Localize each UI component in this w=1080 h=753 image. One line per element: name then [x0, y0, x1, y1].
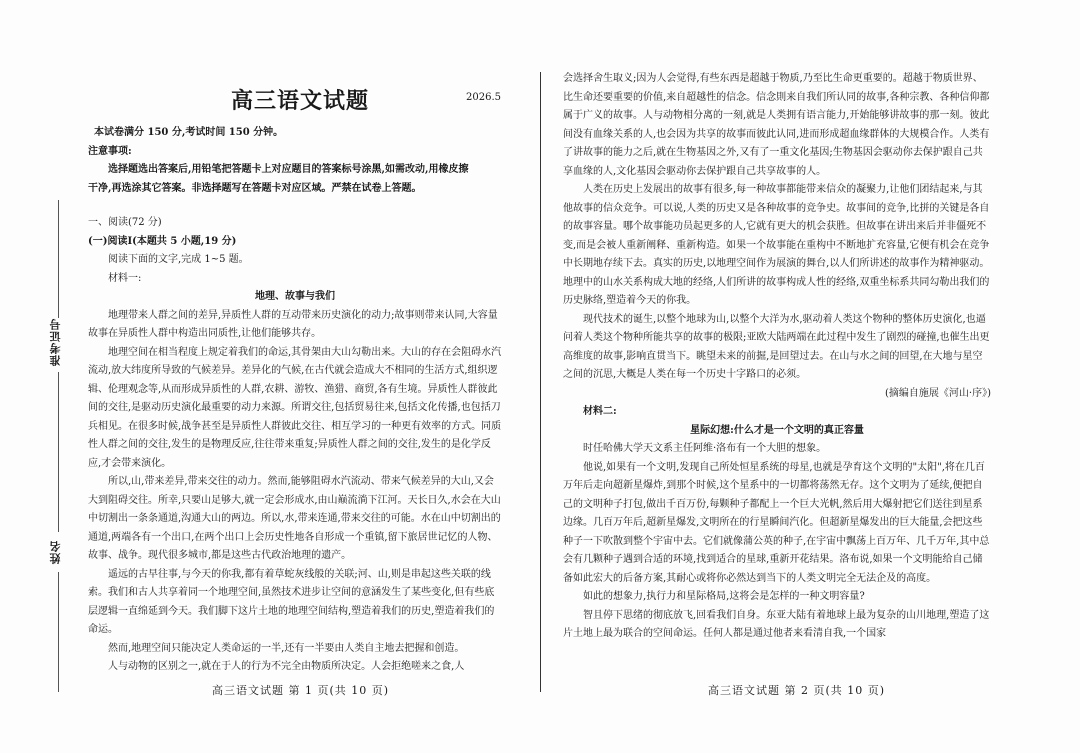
binding-line-top [58, 200, 59, 318]
page2-footer: 高三语文试题 第 2 页(共 10 页) [708, 684, 886, 697]
paragraph: 然而,地理空间只能决定人类命运的一半,还有一半要由人类自主地去把握和创造。 [108, 642, 465, 654]
paragraph: 地理空间在相当程度上规定着我们的命运,其骨架由大山勾勒出来。大山的存在会阻碍水汽流动,放大纬度所导致的气候差异。差异化的气候,在古代就会造成大不相同的生活方式,组织逻辑、伦理观念等,从而形成异质性的人群,农耕、游牧、渔猎、商贸,各有生境。异质性人群彼此间的交往,是驱动历史演化最重要的动力来源。所谓交往,包括贸易往来,包括文化传播,也包括刀兵相见。在很多时候,战争甚至是异质性人群彼此交往、相互学习的一种更有效率的方式。同质性人群之间的交往,发生的是物理反应,往往带来重复;异质性人群之间的交往,发生的是化学反应,才会带来演化。 [88, 346, 502, 469]
instruction-score: 本试卷满分 150 分,考试时间 150 分钟。 [94, 127, 284, 138]
paragraph: 遥远的古早往事,与今天的你我,都有着草蛇灰线般的关联;河、山,则是串起这些关联的线索。我们和古人共享着同一个地理空间,虽然技术进步让空间的意涵发生了某些变化,但有些底层逻辑一直绵延到今天。我们脚下这片土地的地理空间结构,塑造着我们的历史,塑造着我们的命运。 [88, 568, 495, 635]
paragraph: 地理带来人群之间的差异,异质性人群的互动带来历史演化的动力;故事则带来认同,大容量故事在异质性人群中构造出同质性,让他们能够共存。 [88, 309, 498, 339]
instruction-line: 干净,再选涂其它答案。非选择题写在答题卡对应区域。严禁在试卷上答题。 [88, 182, 422, 194]
subsection-heading: (一)阅读Ⅰ(本题共 5 小题,19 分) [88, 235, 237, 247]
material1-title: 地理、故事与我们 [255, 291, 335, 302]
binding-line-middle [58, 372, 59, 532]
reading-prompt: 阅读下面的文字,完成 1~5 题。 [108, 254, 249, 265]
instruction-notes-heading: 注意事项: [88, 145, 132, 157]
paragraph: 时任哈佛大学天文系主任阿维·洛布有一个大胆的想象。 [583, 443, 827, 454]
material2-label: 材料二: [583, 406, 617, 417]
exam-number-label: 准考证号 [49, 318, 62, 366]
material2-title: 星际幻想:什么才是一个文明的真正容量 [690, 424, 864, 436]
page2-column [563, 70, 991, 644]
exam-date: 2026.5 [466, 92, 501, 103]
paragraph: 人类在历史上发展出的故事有很多,每一种故事都能带来信众的凝聚力,让他们团结起来,与其他故事的信众竞争。可以说,人类的历史又是各种故事的竞争史。故事间的竞争,比拼的关键是各自的故事容量。哪个故事能功员起更多的人,它就有更大的机会获胜。但故事在讲出来后并非僵死不变,而是会被人重新阐释、重新构造。如果一个故事能在重构中不断地扩充容量,它便有机会在竞争中长期地存续下去。真实的历史,以地理空间作为展演的舞台,以人们所讲述的故事作为精神驱动。地理中的山水关系构成大地的经络,人们所讲的故事构成人性的经络,双重坐标系共同勾勒出我们的历史脉络,塑造着今天的你我。 [563, 184, 990, 306]
paragraph: 如此的想象力,执行力和星际格局,这将会是怎样的一种文明容量? [583, 591, 865, 602]
page1-column [88, 124, 502, 677]
paragraph: 所以,山,带来差异,带来交往的动力。然而,能够阻碍水汽流动、带来气候差异的大山,又会大到阻碍交往。所幸,只要山足够大,就一定会形成水,由山巅流淌下江河。天长日久,水会在大山中切割出一条条通道,沟通大山的两边。所以,水,带来连通,带来交往的可能。水在山中切割出的通道,两端各有一个出口,在两个出口上会历史性地各自形成一个重镇,留下旅居世记忆的人物、故事、战争。现代很多城市,都是这些古代政治地理的遗产。 [88, 476, 501, 561]
instruction-line: 选择题选出答案后,用铅笔把答题卡上对应题目的答案标号涂黑,如需改动,用橡皮擦 [108, 164, 469, 175]
binding-line-bottom [58, 572, 59, 692]
paragraph: 他说,如果有一个文明,发现自己所处恒星系统的母星,也就是孕育这个文明的"太阳",将在几百万年后走向超新星爆炸,到那个时候,这个星系中的一切都将荡然无存。这个文明为了延续,便把自己的文明种子打包,做出千百万份,每颗种子都配上一个巨大光帆,然后用大爆射把它们送往到星系边缘。几百万年后,超新星爆发,文明所在的行星瞬间汽化。但超新星爆发出的巨大能量,会把这些种子一下吹散到整个宇宙中去。它们就像蒲公英的种子,在宇宙中飘荡上百万年、几千万年,其中总会有几颗种子遇到合适的环境,找到适合的星球,重新开花结果。洛布说,如果一个文明能给自己储备如此宏大的后备方案,其耐心或将你必然达到当下的人类文明完全无法企及的高度。 [563, 461, 990, 584]
exam-title: 高三语文试题 [231, 88, 370, 114]
paragraph: 智且停下思绪的彻底放飞,回看我们自身。东亚大陆有着地球上最为复杂的山川地理,塑造了这片土地上最为联合的空间命运。任何人都是通过他者来看清自我,一个国家 [563, 609, 990, 639]
name-label: 姓名 [49, 540, 62, 564]
paragraph: 人与动物的区别之一,就在于人的行为不完全由物质所决定。人会拒绝嗟来之食,人 [108, 661, 465, 672]
citation: (摘编自施展《河山·序》) [885, 387, 991, 399]
page-divider [540, 72, 541, 692]
paragraph: 会选择舍生取义;因为人会觉得,有些东西是超越于物质,乃至比生命更重要的。超越于物质世界、比生命还要重要的价值,来自超越性的信念。信念則来自我们所认同的故事,各种宗教、各种信仰都属于广义的故事。人与动物相分离的一刻,就是人类拥有语言能力,开始能够讲故事的那一刻。彼此间没有血缘关系的人,也会因为共享的故事而彼此认同,进而形成超血缘群体的大规模合作。人类有了讲故事的能力之后,就在生物基因之外,又有了一重文化基因;生物基因会驱动你去保护跟自己共享血缘的人,文化基因会驱动你去保护跟自己共享故事的人。 [563, 73, 990, 177]
page1-footer: 高三语文试题 第 1 页(共 10 页) [212, 684, 390, 697]
section-heading: 一、阅读(72 分) [88, 217, 162, 228]
paragraph: 现代技术的诞生,以整个地球为山,以整个大洋为水,驱动着人类这个物种的整体历史演化,也逼问着人类这个物种所能共享的故事的极限;亚欧大陆两端在此过程中发生了剧烈的碰撞,也催生出更高维度的故事,影响直贯当下。眺望未来的前掘,是回望过去。在山与水之间的回望,在大地与星空之间的沉思,大概是人类在每一个历史十字路口的必须。 [563, 313, 990, 380]
material1-label: 材料一: [108, 272, 142, 284]
